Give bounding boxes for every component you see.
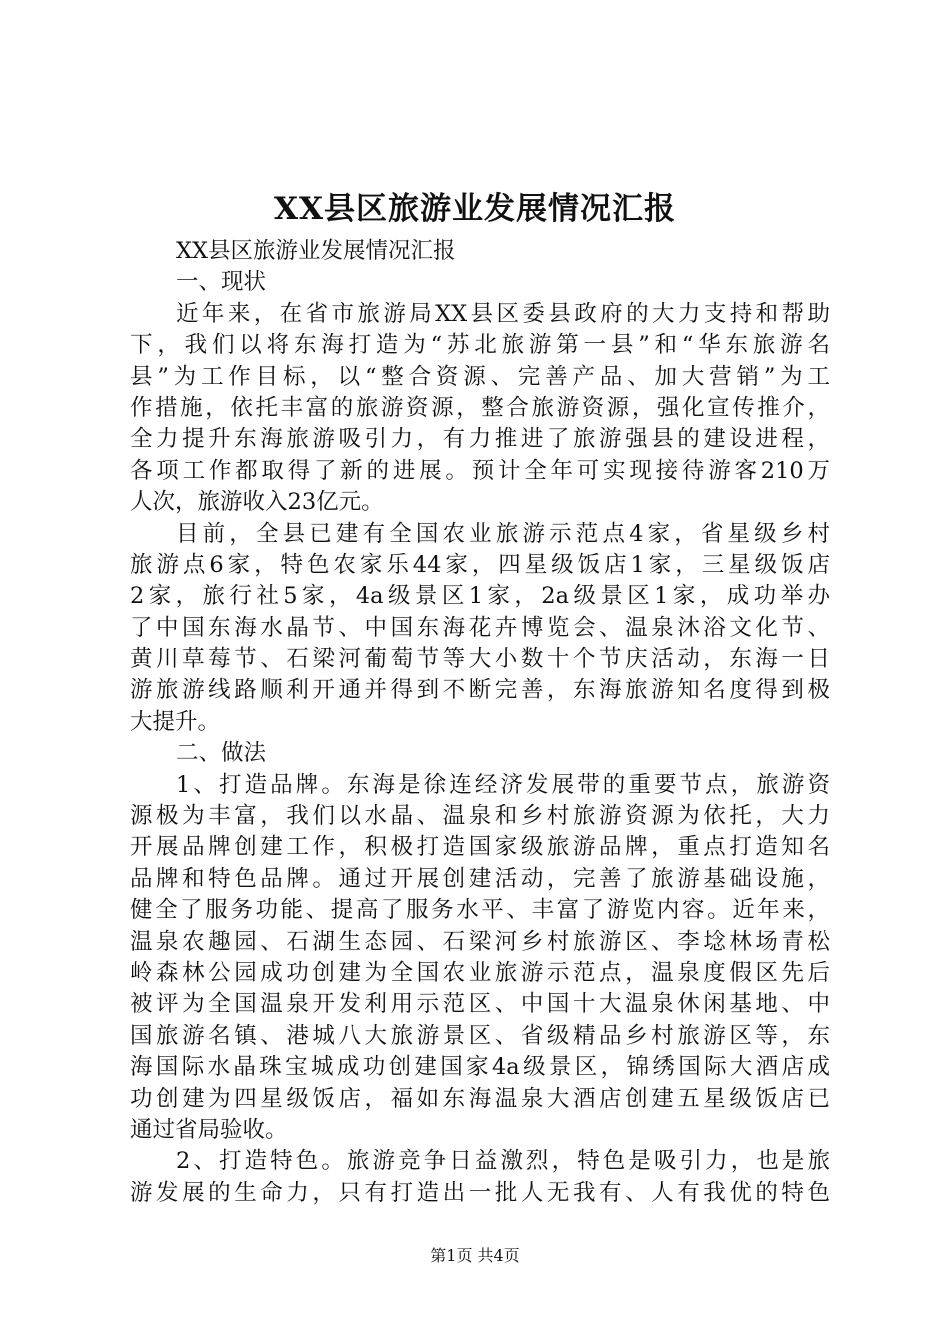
text-line: 目前，全县已建有全国农业旅游示范点4家，省星级乡村 <box>176 520 830 547</box>
text-line: 黄川草莓节、石梁河葡萄节等大小数十个节庆活动，东海一日 <box>130 646 830 673</box>
text-line: 1、打造品牌。东海是徐连经济发展带的重要节点，旅游资 <box>176 771 830 798</box>
text-line: 作措施，依托丰富的旅游资源，整合旅游资源，强化宣传推介， <box>130 394 830 421</box>
text-line: 通过省局验收。 <box>130 1116 288 1143</box>
text-line: 一、现状 <box>176 269 267 296</box>
text-line: 功创建为四星级饭店，福如东海温泉大酒店创建五星级饭店已 <box>130 1085 830 1112</box>
page-footer: 第1页 共4页 <box>430 1246 520 1265</box>
text-line: 健全了服务功能、提高了服务水平、丰富了游览内容。近年来， <box>130 897 830 924</box>
text-line: 全力提升东海旅游吸引力，有力推进了旅游强县的建设进程， <box>130 426 830 453</box>
text-line: 各项工作都取得了新的进展。预计全年可实现接待游客210万 <box>130 457 830 484</box>
text-line: 近年来，在省市旅游局XX县区委县政府的大力支持和帮助 <box>176 300 830 327</box>
text-line: 开展品牌创建工作，积极打造国家级旅游品牌，重点打造知名 <box>130 834 830 861</box>
text-line: 温泉农趣园、石湖生态园、石梁河乡村旅游区、李埝林场青松 <box>130 928 830 955</box>
document-title: XX县区旅游业发展情况汇报 <box>273 191 677 227</box>
text-line: 了中国东海水晶节、中国东海花卉博览会、温泉沐浴文化节、 <box>130 614 830 641</box>
document-body <box>130 236 830 1209</box>
text-line: 海国际水晶珠宝城成功创建国家4a级景区，锦绣国际大酒店成 <box>130 1054 830 1081</box>
text-line: 岭森林公园成功创建为全国农业旅游示范点，温泉度假区先后 <box>130 959 830 986</box>
text-line: 大提升。 <box>130 708 221 735</box>
text-line: 旅游点6家，特色农家乐44家，四星级饭店1家，三星级饭店 <box>130 551 830 578</box>
text-line: 源极为丰富，我们以水晶、温泉和乡村旅游资源为依托，大力 <box>130 803 830 830</box>
text-line: 品牌和特色品牌。通过开展创建活动，完善了旅游基础设施， <box>130 865 830 892</box>
text-line: 游发展的生命力，只有打造出一批人无我有、人有我优的特色 <box>130 1179 830 1206</box>
text-line: 下，我们以将东海打造为“苏北旅游第一县”和“华东旅游名 <box>130 332 830 359</box>
text-line: 县”为工作目标，以“整合资源、完善产品、加大营销”为工 <box>130 363 830 390</box>
text-line: 国旅游名镇、港城八大旅游景区、省级精品乡村旅游区等，东 <box>130 1022 830 1049</box>
text-line: 二、做法 <box>176 740 267 767</box>
text-line: XX县区旅游业发展情况汇报 <box>176 238 456 264</box>
text-line: 游旅游线路顺利开通并得到不断完善，东海旅游知名度得到极 <box>130 677 830 704</box>
text-line: 2家，旅行社5家，4a级景区1家，2a级景区1家，成功举办 <box>130 583 830 610</box>
text-line: 被评为全国温泉开发利用示范区、中国十大温泉休闲基地、中 <box>130 991 830 1018</box>
text-line: 人次，旅游收入23亿元。 <box>130 489 384 516</box>
text-line: 2、打造特色。旅游竞争日益激烈，特色是吸引力，也是旅 <box>176 1148 830 1175</box>
